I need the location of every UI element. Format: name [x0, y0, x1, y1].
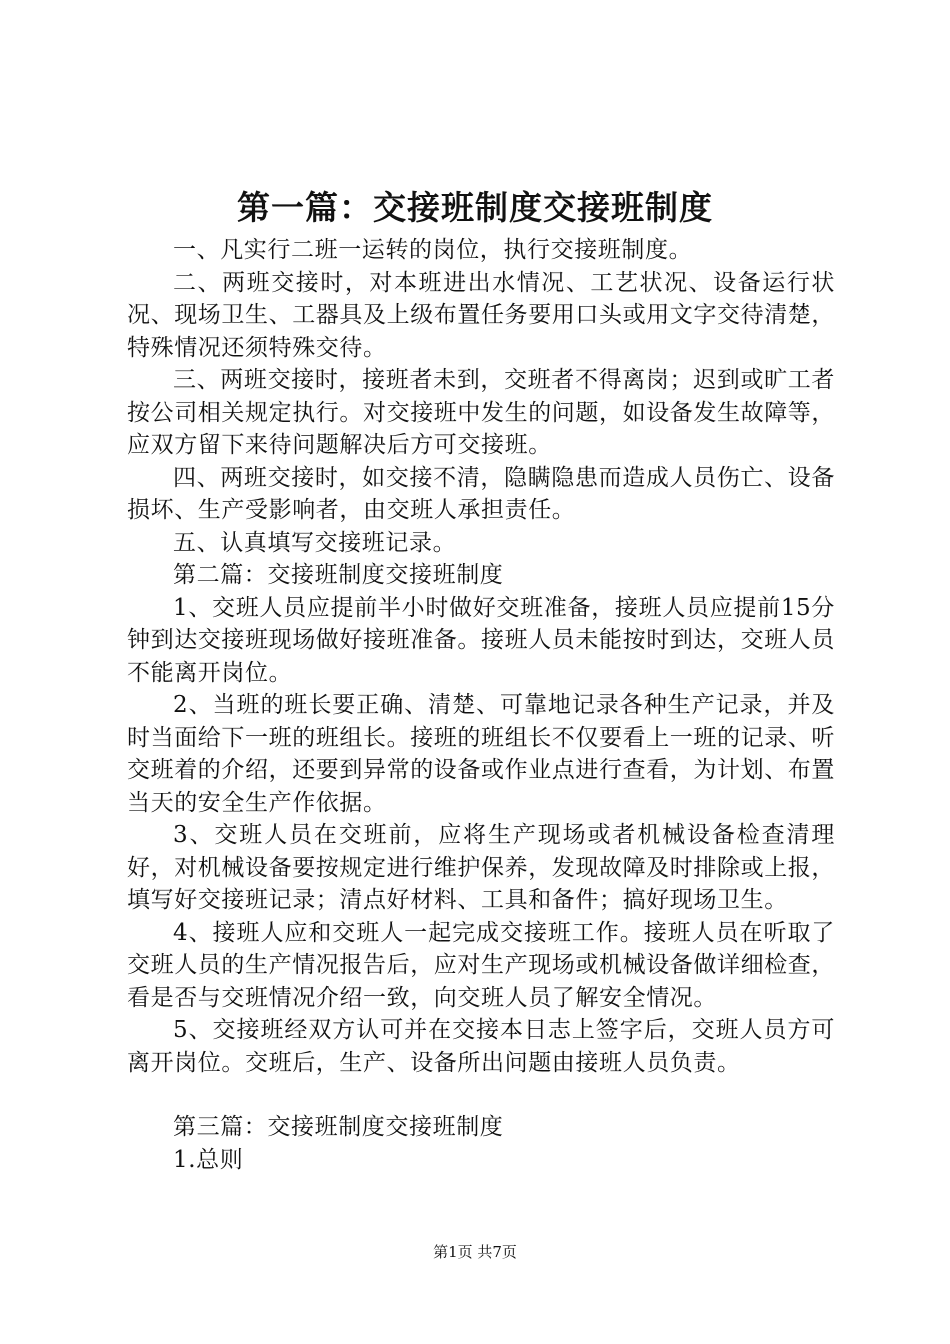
paragraph: 3、交班人员在交班前，应将生产现场或者机械设备检查清理好，对机械设备要按规定进行维护保养，发现故障及时排除或上报，填写好交接班记录；清点好材料、工具和备件；搞好现场卫生。 [127, 822, 835, 913]
paragraph: 1.总则 [173, 1146, 244, 1173]
paragraph: 四、两班交接时，如交接不清，隐瞒隐患而造成人员伤亡、设备损坏、生产受影响者，由交班人承担责任。 [127, 464, 835, 523]
page-footer: 第1页 共7页 [433, 1243, 517, 1261]
section-heading: 第二篇：交接班制度交接班制度 [173, 562, 504, 588]
paragraph: 三、两班交接时，接班者未到，交班者不得离岗；迟到或旷工者按公司相关规定执行。对交接班中发生的问题，如设备发生故障等，应双方留下来待问题解决后方可交接班。 [127, 367, 835, 458]
section-heading: 第三篇：交接班制度交接班制度 [173, 1114, 504, 1140]
paragraph: 一、凡实行二班一运转的岗位，执行交接班制度。 [173, 237, 693, 263]
paragraph: 二、两班交接时，对本班进出水情况、工艺状况、设备运行状况、现场卫生、工器具及上级布置任务要用口头或用文字交待清楚，特殊情况还须特殊交待。 [127, 269, 835, 361]
paragraph: 五、认真填写交接班记录。 [173, 529, 457, 556]
paragraph: 5、交接班经双方认可并在交接本日志上签字后，交班人员方可离开岗位。交班后，生产、设备所出问题由接班人员负责。 [127, 1017, 835, 1076]
document-body [127, 234, 835, 1176]
document-title: 第一篇：交接班制度交接班制度 [237, 188, 713, 227]
paragraph: 2、当班的班长要正确、清楚、可靠地记录各种生产记录，并及时当面给下一班的班组长。接班的班组长不仅要看上一班的记录、听交班着的介绍，还要到异常的设备或作业点进行查看，为计划、布置当天的安全生产作依据。 [127, 692, 835, 816]
paragraph: 4、接班人应和交班人一起完成交接班工作。接班人员在听取了交班人员的生产情况报告后，应对生产现场或机械设备做详细检查，看是否与交班情况介绍一致，向交班人员了解安全情况。 [127, 919, 835, 1011]
paragraph: 1、交班人员应提前半小时做好交班准备，接班人员应提前15分钟到达交接班现场做好接班准备。接班人员未能按时到达，交班人员不能离开岗位。 [127, 594, 835, 686]
